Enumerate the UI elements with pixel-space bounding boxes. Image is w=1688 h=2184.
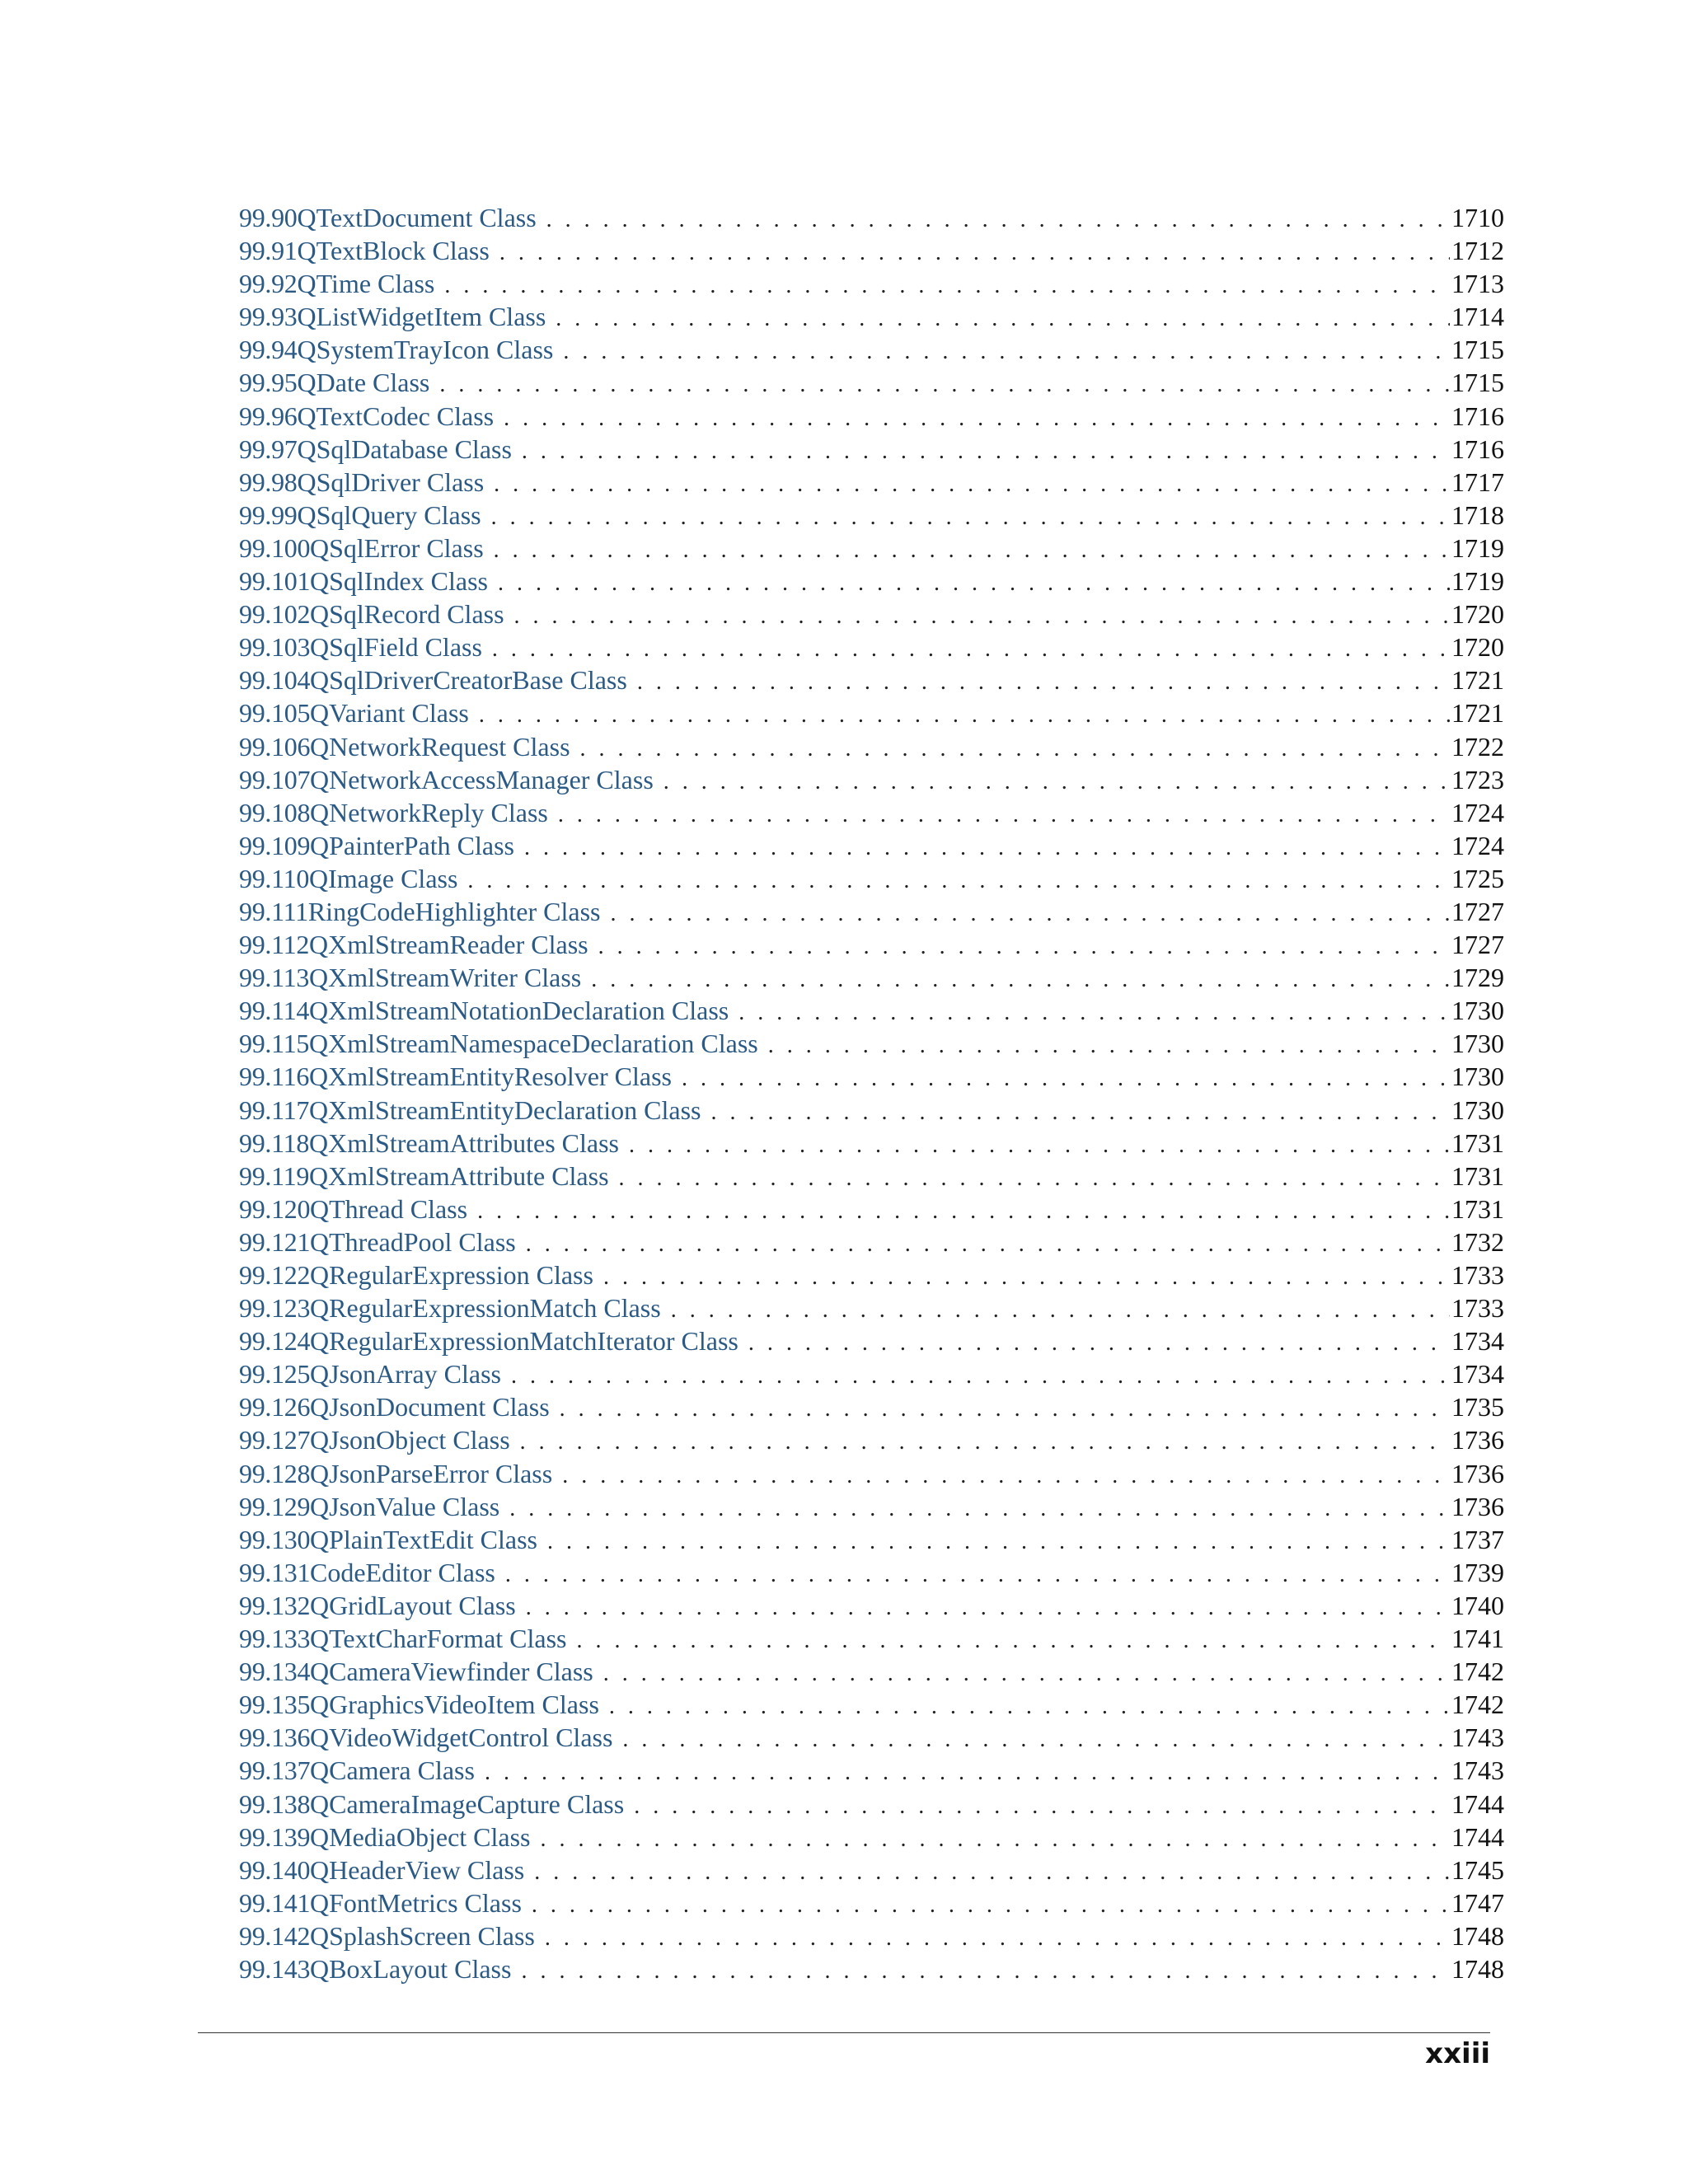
toc-entry-title-link[interactable]: QNetworkReply Class — [310, 797, 548, 827]
toc-dot-leader — [548, 799, 1450, 832]
toc-entry-title-link[interactable]: QFontMetrics Class — [310, 1887, 522, 1918]
toc-entry-title-link[interactable]: QVideoWidgetControl Class — [310, 1722, 613, 1753]
toc-entry-page-number: 1744 — [1451, 1821, 1504, 1852]
toc-entry[interactable] — [239, 1357, 1504, 1390]
toc-entry-title-link[interactable]: QGridLayout Class — [310, 1590, 516, 1620]
toc-dot-leader — [546, 302, 1450, 335]
toc-entry-title-link[interactable]: QCameraImageCapture Class — [310, 1788, 625, 1819]
toc-entry[interactable] — [239, 696, 1504, 729]
toc-dot-leader — [609, 1162, 1450, 1195]
toc-dot-leader — [516, 1591, 1450, 1624]
toc-entry[interactable] — [239, 366, 1504, 399]
toc-entry[interactable] — [239, 1324, 1504, 1357]
toc-entry[interactable] — [239, 829, 1504, 862]
toc-entry-number[interactable]: 99.133 — [239, 1624, 311, 1654]
toc-entry[interactable] — [239, 1423, 1504, 1456]
toc-entry-title-link[interactable]: QSqlQuery Class — [297, 499, 481, 530]
toc-entry-number[interactable]: 99.115 — [239, 1029, 310, 1059]
toc-entry-number[interactable]: 99.97 — [239, 434, 298, 464]
toc-entry-page-number: 1727 — [1451, 930, 1504, 960]
toc-dot-leader — [758, 1029, 1450, 1062]
toc-entry-number[interactable]: 99.132 — [239, 1590, 311, 1620]
toc-dot-leader — [672, 1062, 1450, 1095]
toc-entry-number[interactable]: 99.112 — [239, 930, 310, 960]
toc-entry[interactable] — [239, 895, 1504, 928]
toc-entry-page-number: 1732 — [1451, 1226, 1504, 1257]
toc-entry-title-link[interactable]: QImage Class — [309, 863, 458, 893]
toc-entry-title-link[interactable]: QNetworkAccessManager Class — [310, 764, 654, 794]
toc-entry-number[interactable]: 99.137 — [239, 1755, 311, 1786]
toc-entry-page-number: 1727 — [1451, 896, 1504, 926]
toc-entry-page-number: 1718 — [1451, 499, 1504, 530]
toc-entry-title-link[interactable]: QRegularExpressionMatch Class — [310, 1293, 661, 1324]
toc-entry[interactable] — [239, 1160, 1504, 1193]
toc-dot-leader — [504, 600, 1450, 633]
toc-entry-page-number: 1715 — [1451, 368, 1504, 398]
toc-entry-number[interactable]: 99.100 — [239, 532, 311, 563]
toc-entry-page-number: 1730 — [1451, 1062, 1504, 1092]
toc-entry-page-number: 1729 — [1451, 963, 1504, 993]
toc-entry-number[interactable]: 99.114 — [239, 996, 310, 1026]
toc-entry-page-number: 1737 — [1451, 1524, 1504, 1554]
toc-entry-number[interactable]: 99.142 — [239, 1920, 311, 1951]
toc-entry[interactable] — [239, 598, 1504, 630]
toc-entry-page-number: 1741 — [1451, 1624, 1504, 1654]
toc-entry-title-link[interactable]: QXmlStreamNotationDeclaration Class — [309, 996, 729, 1026]
toc-entry-number[interactable]: 99.105 — [239, 698, 311, 729]
toc-dot-leader — [484, 468, 1450, 501]
toc-entry[interactable] — [239, 1490, 1504, 1523]
toc-entry[interactable] — [239, 1390, 1504, 1423]
toc-entry-title-link[interactable]: QXmlStreamAttributes Class — [309, 1127, 619, 1158]
toc-dot-leader — [619, 1129, 1450, 1162]
toc-entry-page-number: 1748 — [1451, 1920, 1504, 1951]
toc-dot-leader — [467, 1195, 1450, 1228]
toc-entry-page-number: 1748 — [1451, 1953, 1504, 1984]
toc-entry-title-link[interactable]: QDate Class — [297, 368, 430, 398]
toc-entry-page-number: 1735 — [1451, 1392, 1504, 1422]
toc-entry-title-link[interactable]: QXmlStreamEntityResolver Class — [309, 1062, 672, 1092]
toc-dot-leader — [612, 1723, 1450, 1756]
toc-entry-number[interactable]: 99.98 — [239, 466, 298, 497]
toc-dot-leader — [469, 699, 1450, 732]
toc-entry-page-number: 1721 — [1451, 665, 1504, 696]
toc-dot-leader — [537, 204, 1450, 237]
toc-dot-leader — [429, 368, 1450, 401]
toc-dot-leader — [522, 1889, 1450, 1922]
toc-entry-page-number: 1719 — [1451, 566, 1504, 597]
toc-entry-title-link[interactable]: QXmlStreamAttribute Class — [309, 1160, 609, 1191]
toc-entry[interactable] — [239, 433, 1504, 466]
toc-entry[interactable] — [239, 1919, 1504, 1952]
toc-dot-leader — [510, 1426, 1450, 1459]
toc-entry-number[interactable]: 99.111 — [239, 896, 308, 926]
toc-entry-number[interactable]: 99.93 — [239, 302, 298, 332]
toc-entry-title-link[interactable]: QTextDocument Class — [297, 203, 537, 232]
toc-entry-page-number: 1721 — [1451, 698, 1504, 729]
toc-entry-number[interactable]: 99.99 — [239, 499, 298, 530]
toc-entry-page-number: 1731 — [1451, 1160, 1504, 1191]
toc-dot-leader — [553, 335, 1450, 368]
toc-dot-leader — [661, 1294, 1450, 1327]
page-number: xxiii — [1425, 2037, 1490, 2070]
toc-dot-leader — [624, 1790, 1450, 1823]
toc-entry-title-link[interactable]: CodeEditor Class — [310, 1557, 495, 1587]
table-of-contents — [239, 201, 1504, 1985]
toc-entry[interactable] — [239, 201, 1504, 234]
toc-entry[interactable] — [239, 532, 1504, 565]
toc-dot-leader — [550, 1393, 1450, 1426]
toc-entry-number[interactable]: 99.126 — [239, 1392, 311, 1422]
toc-entry[interactable] — [239, 300, 1504, 333]
toc-entry-title-link[interactable]: QRegularExpressionMatchIterator Class — [310, 1326, 738, 1357]
toc-dot-leader — [490, 237, 1450, 269]
toc-entry-page-number: 1720 — [1451, 599, 1504, 630]
toc-entry-number[interactable]: 99.128 — [239, 1458, 311, 1488]
toc-dot-leader — [531, 1823, 1451, 1856]
toc-entry-page-number: 1715 — [1451, 335, 1504, 365]
toc-entry-page-number: 1717 — [1451, 466, 1504, 497]
toc-entry-page-number: 1743 — [1451, 1722, 1504, 1753]
toc-entry-page-number: 1714 — [1451, 302, 1504, 332]
toc-dot-leader — [600, 898, 1450, 930]
toc-entry[interactable] — [239, 1952, 1504, 1985]
toc-dot-leader — [516, 1228, 1450, 1261]
toc-entry-title-link[interactable]: QMediaObject Class — [310, 1821, 531, 1852]
toc-entry[interactable] — [239, 1457, 1504, 1490]
toc-dot-leader — [495, 1558, 1450, 1591]
toc-entry[interactable] — [239, 928, 1504, 961]
toc-entry[interactable] — [239, 630, 1504, 663]
toc-entry[interactable] — [239, 1688, 1504, 1721]
toc-entry-page-number: 1725 — [1451, 863, 1504, 893]
toc-entry[interactable] — [239, 333, 1504, 366]
footer-divider — [198, 2032, 1490, 2033]
toc-entry-number[interactable]: 99.110 — [239, 863, 310, 893]
toc-entry-page-number: 1722 — [1451, 731, 1504, 762]
toc-entry-page-number: 1716 — [1451, 401, 1504, 431]
toc-entry-page-number: 1731 — [1451, 1193, 1504, 1224]
toc-entry-number[interactable]: 99.138 — [239, 1788, 311, 1819]
toc-dot-leader — [552, 1460, 1450, 1493]
toc-entry-page-number: 1739 — [1451, 1557, 1504, 1587]
toc-entry-title-link[interactable]: QNetworkRequest Class — [310, 731, 570, 762]
toc-entry[interactable] — [239, 961, 1504, 994]
toc-entry-number[interactable]: 99.131 — [239, 1557, 311, 1587]
toc-entry-number[interactable]: 99.101 — [239, 566, 311, 597]
toc-dot-leader — [484, 534, 1450, 567]
toc-entry-title-link[interactable]: QThread Class — [310, 1193, 468, 1224]
toc-entry-number[interactable]: 99.94 — [239, 335, 298, 365]
toc-entry[interactable] — [239, 499, 1504, 532]
toc-entry-page-number: 1740 — [1451, 1590, 1504, 1620]
toc-entry[interactable] — [239, 1258, 1504, 1291]
toc-entry-number[interactable]: 99.120 — [239, 1193, 311, 1224]
toc-entry[interactable] — [239, 1788, 1504, 1821]
toc-entry-title-link[interactable]: QThreadPool Class — [310, 1226, 516, 1257]
toc-dot-leader — [482, 633, 1450, 666]
toc-entry[interactable] — [239, 862, 1504, 895]
toc-dot-leader — [512, 435, 1450, 468]
toc-entry[interactable] — [239, 1094, 1504, 1127]
toc-entry-page-number: 1742 — [1451, 1657, 1504, 1687]
toc-entry[interactable] — [239, 1060, 1504, 1093]
toc-entry-number[interactable]: 99.116 — [239, 1062, 310, 1092]
toc-entry-title-link[interactable]: QSystemTrayIcon Class — [297, 335, 554, 365]
toc-entry[interactable] — [239, 1886, 1504, 1919]
toc-entry-number[interactable]: 99.135 — [239, 1690, 311, 1720]
toc-entry[interactable] — [239, 1754, 1504, 1787]
toc-entry-number[interactable]: 99.122 — [239, 1260, 311, 1290]
toc-dot-leader — [514, 832, 1450, 865]
toc-entry-page-number: 1734 — [1451, 1326, 1504, 1357]
toc-entry-title-link[interactable]: QHeaderView Class — [310, 1854, 525, 1885]
toc-entry-number[interactable]: 99.123 — [239, 1293, 311, 1324]
toc-dot-leader — [729, 996, 1450, 1029]
toc-dot-leader — [701, 1096, 1450, 1129]
toc-entry-number[interactable]: 99.103 — [239, 632, 311, 663]
toc-entry-title-link[interactable]: QJsonArray Class — [310, 1359, 501, 1390]
toc-entry-number[interactable]: 99.129 — [239, 1491, 311, 1521]
toc-dot-leader — [537, 1526, 1450, 1558]
toc-entry-title-link[interactable]: QTextBlock Class — [297, 236, 490, 266]
toc-entry-number[interactable]: 99.104 — [239, 665, 311, 696]
toc-entry-number[interactable]: 99.96 — [239, 401, 298, 431]
toc-entry-number[interactable]: 99.106 — [239, 731, 311, 762]
toc-entry-title-link[interactable]: QTextCodec Class — [297, 401, 495, 431]
toc-entry[interactable] — [239, 1655, 1504, 1688]
toc-entry-number[interactable]: 99.107 — [239, 764, 311, 794]
toc-entry-number[interactable]: 99.90 — [239, 203, 298, 232]
toc-entry-title-link[interactable]: QSqlIndex Class — [310, 566, 488, 597]
toc-entry[interactable] — [239, 234, 1504, 267]
toc-dot-leader — [499, 1493, 1450, 1526]
toc-entry-title-link[interactable]: QCamera Class — [310, 1755, 475, 1786]
toc-dot-leader — [494, 402, 1450, 435]
toc-entry[interactable] — [239, 1589, 1504, 1622]
toc-entry[interactable] — [239, 796, 1504, 829]
toc-dot-leader — [434, 269, 1450, 302]
toc-entry-number[interactable]: 99.143 — [239, 1953, 311, 1984]
toc-entry[interactable] — [239, 565, 1504, 598]
toc-entry-title-link[interactable]: QBoxLayout Class — [310, 1953, 512, 1984]
toc-entry-title-link[interactable]: QTime Class — [297, 269, 435, 299]
toc-entry-number[interactable]: 99.125 — [239, 1359, 311, 1390]
toc-entry-title-link[interactable]: QXmlStreamEntityDeclaration Class — [309, 1094, 701, 1125]
toc-entry-page-number: 1723 — [1451, 764, 1504, 794]
toc-entry-title-link[interactable]: QSplashScreen Class — [310, 1920, 535, 1951]
toc-entry-number[interactable]: 99.118 — [239, 1127, 310, 1158]
toc-entry-page-number: 1712 — [1451, 236, 1504, 266]
toc-dot-leader — [511, 1955, 1450, 1988]
toc-entry-title-link[interactable]: QVariant Class — [310, 698, 469, 729]
toc-entry-number[interactable]: 99.130 — [239, 1524, 311, 1554]
toc-dot-leader — [588, 930, 1450, 963]
toc-entry-title-link[interactable]: QSqlDriverCreatorBase Class — [310, 665, 627, 696]
toc-dot-leader — [524, 1856, 1450, 1889]
toc-dot-leader — [475, 1756, 1450, 1789]
toc-dot-leader — [654, 766, 1450, 799]
toc-dot-leader — [535, 1922, 1450, 1955]
toc-entry-page-number: 1731 — [1451, 1127, 1504, 1158]
toc-entry-title-link[interactable]: QXmlStreamNamespaceDeclaration Class — [309, 1029, 758, 1059]
toc-entry[interactable] — [239, 1854, 1504, 1886]
toc-entry[interactable] — [239, 663, 1504, 696]
toc-entry-page-number: 1736 — [1451, 1425, 1504, 1455]
toc-entry-number[interactable]: 99.141 — [239, 1887, 311, 1918]
toc-entry[interactable] — [239, 763, 1504, 796]
toc-entry-title-link[interactable]: QXmlStreamWriter Class — [309, 963, 582, 993]
toc-entry[interactable] — [239, 1226, 1504, 1258]
toc-dot-leader — [501, 1360, 1450, 1393]
toc-dot-leader — [738, 1327, 1450, 1360]
toc-entry-page-number: 1720 — [1451, 632, 1504, 663]
toc-entry[interactable] — [239, 1622, 1504, 1655]
toc-dot-leader — [488, 567, 1450, 600]
toc-entry[interactable] — [239, 1027, 1504, 1060]
toc-entry-title-link[interactable]: QSqlRecord Class — [310, 599, 504, 630]
toc-entry-title-link[interactable]: QRegularExpression Class — [310, 1260, 593, 1290]
toc-entry-number[interactable]: 99.117 — [239, 1094, 310, 1125]
toc-entry[interactable] — [239, 1556, 1504, 1589]
toc-entry-page-number: 1719 — [1451, 532, 1504, 563]
toc-entry[interactable] — [239, 267, 1504, 300]
toc-dot-leader — [593, 1657, 1450, 1690]
toc-entry-number[interactable]: 99.95 — [239, 368, 298, 398]
toc-entry-number[interactable]: 99.119 — [239, 1160, 310, 1191]
toc-entry-page-number: 1724 — [1451, 797, 1504, 827]
toc-entry-number[interactable]: 99.102 — [239, 599, 311, 630]
toc-dot-leader — [593, 1261, 1450, 1294]
toc-entry[interactable] — [239, 1193, 1504, 1226]
toc-entry-title-link[interactable]: QXmlStreamReader Class — [309, 930, 588, 960]
toc-entry-number[interactable]: 99.134 — [239, 1657, 311, 1687]
toc-entry-title-link[interactable]: QTextCharFormat Class — [310, 1624, 567, 1654]
toc-entry-page-number: 1747 — [1451, 1887, 1504, 1918]
toc-dot-leader — [457, 865, 1450, 898]
toc-entry-page-number: 1736 — [1451, 1458, 1504, 1488]
toc-dot-leader — [481, 501, 1450, 534]
toc-entry-title-link[interactable]: QPlainTextEdit Class — [310, 1524, 537, 1554]
toc-entry[interactable] — [239, 1127, 1504, 1160]
toc-dot-leader — [627, 666, 1450, 699]
toc-dot-leader — [567, 1624, 1451, 1657]
toc-entry-title-link[interactable]: QListWidgetItem Class — [297, 302, 546, 332]
toc-dot-leader — [570, 733, 1450, 766]
toc-entry-title-link[interactable]: QSqlError Class — [310, 532, 484, 563]
toc-entry-page-number: 1710 — [1451, 203, 1504, 232]
toc-dot-leader — [599, 1690, 1450, 1723]
toc-entry-number[interactable]: 99.140 — [239, 1854, 311, 1885]
toc-entry-page-number: 1716 — [1451, 434, 1504, 464]
toc-entry-number[interactable]: 99.92 — [239, 269, 298, 299]
toc-entry-number[interactable]: 99.121 — [239, 1226, 311, 1257]
toc-entry[interactable] — [239, 1721, 1504, 1754]
toc-entry-title-link[interactable]: QSqlDatabase Class — [297, 434, 512, 464]
toc-entry-title-link[interactable]: QSqlField Class — [310, 632, 482, 663]
toc-entry-number[interactable]: 99.127 — [239, 1425, 311, 1455]
toc-entry[interactable] — [239, 400, 1504, 433]
toc-entry-page-number: 1742 — [1451, 1690, 1504, 1720]
toc-entry-number[interactable]: 99.109 — [239, 830, 311, 860]
toc-entry-page-number: 1743 — [1451, 1755, 1504, 1786]
toc-entry-page-number: 1724 — [1451, 830, 1504, 860]
toc-entry-title-link[interactable]: QJsonDocument Class — [310, 1392, 550, 1422]
toc-entry-number[interactable]: 99.139 — [239, 1821, 311, 1852]
toc-entry[interactable] — [239, 1523, 1504, 1556]
toc-entry[interactable] — [239, 1291, 1504, 1324]
toc-entry-title-link[interactable]: QCameraViewfinder Class — [310, 1657, 593, 1687]
toc-entry-number[interactable]: 99.113 — [239, 963, 310, 993]
toc-entry-page-number: 1745 — [1451, 1854, 1504, 1885]
toc-entry-number[interactable]: 99.136 — [239, 1722, 311, 1753]
toc-entry[interactable] — [239, 730, 1504, 763]
toc-entry-number[interactable]: 99.108 — [239, 797, 311, 827]
toc-entry-number[interactable]: 99.91 — [239, 236, 298, 266]
toc-entry-page-number: 1730 — [1451, 1094, 1504, 1125]
toc-entry-page-number: 1734 — [1451, 1359, 1504, 1390]
toc-entry-page-number: 1730 — [1451, 996, 1504, 1026]
toc-entry-title-link[interactable]: QJsonValue Class — [310, 1491, 500, 1521]
toc-entry-title-link[interactable]: QGraphicsVideoItem Class — [310, 1690, 599, 1720]
toc-entry-page-number: 1733 — [1451, 1293, 1504, 1324]
toc-entry[interactable] — [239, 1821, 1504, 1854]
toc-entry-title-link[interactable]: QPainterPath Class — [310, 830, 514, 860]
toc-entry-page-number: 1736 — [1451, 1491, 1504, 1521]
toc-entry-page-number: 1730 — [1451, 1029, 1504, 1059]
toc-entry-title-link[interactable]: QJsonParseError Class — [310, 1458, 553, 1488]
toc-entry[interactable] — [239, 994, 1504, 1027]
toc-entry-number[interactable]: 99.124 — [239, 1326, 311, 1357]
toc-entry-page-number: 1744 — [1451, 1788, 1504, 1819]
toc-entry-page-number: 1713 — [1451, 269, 1504, 299]
toc-entry-page-number: 1733 — [1451, 1260, 1504, 1290]
toc-entry-title-link[interactable]: RingCodeHighlighter Class — [307, 896, 601, 926]
toc-dot-leader — [581, 963, 1450, 996]
toc-entry[interactable] — [239, 466, 1504, 499]
toc-entry-title-link[interactable]: QJsonObject Class — [310, 1425, 510, 1455]
toc-entry-title-link[interactable]: QSqlDriver Class — [297, 466, 485, 497]
